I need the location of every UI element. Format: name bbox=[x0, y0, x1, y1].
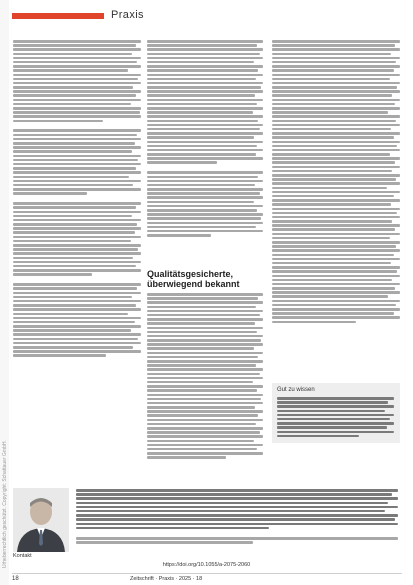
copyright-rail-text: Urheberrechtlich geschützt. Copyright: Schattauer GmbH. bbox=[2, 440, 8, 568]
column-left-text bbox=[13, 40, 141, 357]
side-rail bbox=[0, 0, 9, 585]
author-photo bbox=[13, 488, 69, 552]
subheading: Qualitätsgesicherte, überwiegend bekannt bbox=[147, 269, 240, 289]
citation-note bbox=[76, 535, 398, 549]
citation-note-text bbox=[76, 537, 398, 544]
doi-link[interactable]: https://doi.org/10.1055/a-2075-2060 bbox=[162, 562, 251, 568]
author-bio bbox=[76, 489, 398, 529]
column-middle-text-top bbox=[147, 40, 263, 237]
journal-footer: Zeitschrift · Praxis · 2025 · 18 bbox=[130, 576, 203, 582]
section-accent-bar bbox=[12, 13, 104, 19]
info-box-title: Gut zu wissen bbox=[277, 387, 315, 393]
page-number: 18 bbox=[12, 576, 19, 582]
column-middle-text-bottom bbox=[147, 293, 263, 459]
info-box-text bbox=[277, 397, 394, 437]
column-right-text bbox=[272, 40, 400, 323]
section-label: Praxis bbox=[111, 9, 144, 21]
footer-divider bbox=[12, 573, 402, 574]
author-contact-label: Kontakt bbox=[13, 553, 32, 559]
info-box bbox=[272, 383, 400, 443]
author-portrait-icon bbox=[13, 488, 69, 552]
